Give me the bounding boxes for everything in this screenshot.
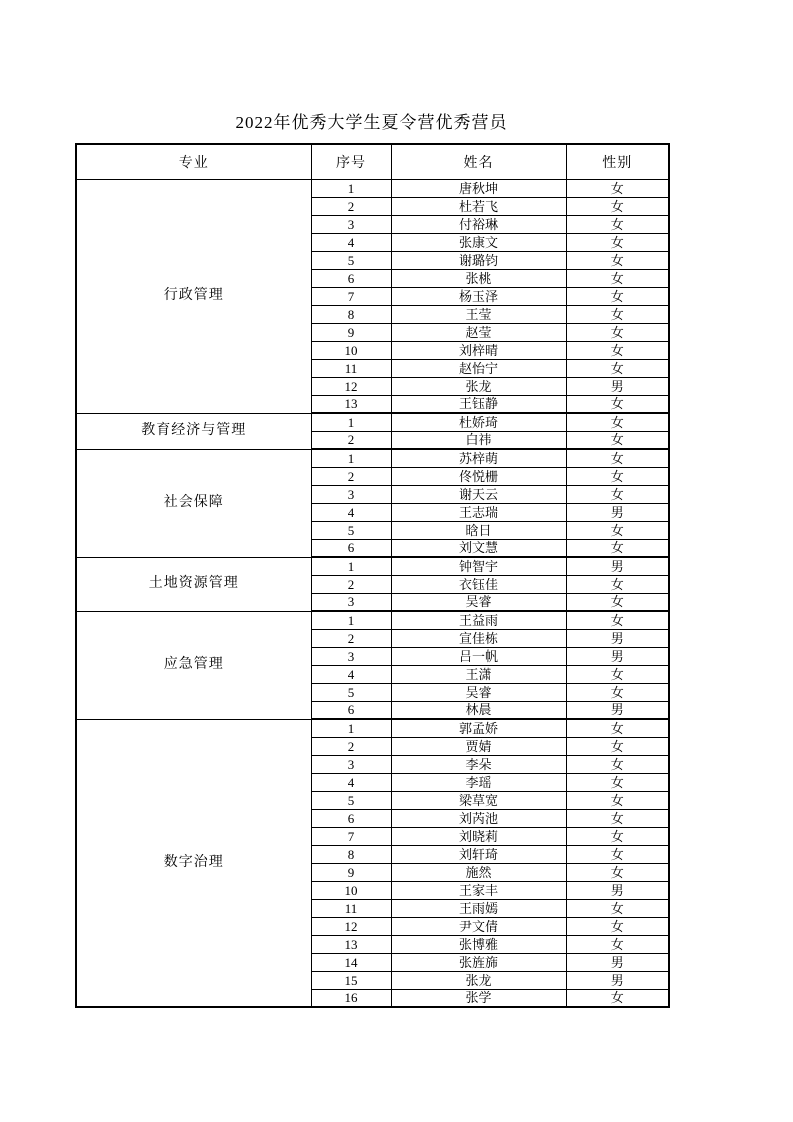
serial-cell: 2 bbox=[311, 629, 391, 647]
major-cell: 教育经济与管理 bbox=[76, 413, 311, 449]
major-cell: 社会保障 bbox=[76, 449, 311, 557]
gender-cell: 男 bbox=[566, 629, 669, 647]
name-cell: 张康文 bbox=[391, 233, 566, 251]
gender-cell: 女 bbox=[566, 737, 669, 755]
name-cell: 刘梓晴 bbox=[391, 341, 566, 359]
name-cell: 王志瑞 bbox=[391, 503, 566, 521]
gender-cell: 女 bbox=[566, 431, 669, 449]
serial-cell: 16 bbox=[311, 989, 391, 1007]
gender-cell: 女 bbox=[566, 233, 669, 251]
name-cell: 王家丰 bbox=[391, 881, 566, 899]
gender-cell: 女 bbox=[566, 863, 669, 881]
serial-cell: 1 bbox=[311, 719, 391, 737]
major-cell: 土地资源管理 bbox=[76, 557, 311, 611]
gender-cell: 女 bbox=[566, 287, 669, 305]
serial-cell: 2 bbox=[311, 197, 391, 215]
gender-cell: 女 bbox=[566, 899, 669, 917]
serial-cell: 3 bbox=[311, 755, 391, 773]
name-cell: 刘芮池 bbox=[391, 809, 566, 827]
name-cell: 张龙 bbox=[391, 377, 566, 395]
serial-cell: 2 bbox=[311, 575, 391, 593]
serial-cell: 11 bbox=[311, 899, 391, 917]
name-cell: 杜娇琦 bbox=[391, 413, 566, 431]
gender-cell: 女 bbox=[566, 575, 669, 593]
name-cell: 王雨嫣 bbox=[391, 899, 566, 917]
major-cell: 行政管理 bbox=[76, 179, 311, 413]
name-cell: 吴睿 bbox=[391, 593, 566, 611]
serial-cell: 2 bbox=[311, 737, 391, 755]
name-cell: 郭孟娇 bbox=[391, 719, 566, 737]
name-cell: 钟智宇 bbox=[391, 557, 566, 575]
gender-cell: 女 bbox=[566, 521, 669, 539]
name-cell: 晗日 bbox=[391, 521, 566, 539]
table-row bbox=[76, 179, 669, 197]
table-row bbox=[76, 719, 669, 737]
serial-cell: 6 bbox=[311, 539, 391, 557]
gender-cell: 女 bbox=[566, 809, 669, 827]
gender-cell: 男 bbox=[566, 701, 669, 719]
col-header-gender: 性别 bbox=[566, 144, 669, 179]
serial-cell: 5 bbox=[311, 251, 391, 269]
table-row bbox=[76, 449, 669, 467]
serial-cell: 4 bbox=[311, 233, 391, 251]
name-cell: 宣佳栋 bbox=[391, 629, 566, 647]
gender-cell: 女 bbox=[566, 341, 669, 359]
name-cell: 谢天云 bbox=[391, 485, 566, 503]
gender-cell: 女 bbox=[566, 791, 669, 809]
gender-cell: 女 bbox=[566, 665, 669, 683]
serial-cell: 3 bbox=[311, 215, 391, 233]
name-cell: 张旌旆 bbox=[391, 953, 566, 971]
serial-cell: 4 bbox=[311, 665, 391, 683]
serial-cell: 10 bbox=[311, 341, 391, 359]
table-row bbox=[76, 557, 669, 575]
gender-cell: 女 bbox=[566, 269, 669, 287]
name-cell: 白祎 bbox=[391, 431, 566, 449]
serial-cell: 6 bbox=[311, 269, 391, 287]
gender-cell: 女 bbox=[566, 359, 669, 377]
gender-cell: 女 bbox=[566, 197, 669, 215]
name-cell: 李朵 bbox=[391, 755, 566, 773]
name-cell: 张博雅 bbox=[391, 935, 566, 953]
major-cell: 应急管理 bbox=[76, 611, 311, 719]
gender-cell: 女 bbox=[566, 251, 669, 269]
name-cell: 付裕琳 bbox=[391, 215, 566, 233]
gender-cell: 女 bbox=[566, 467, 669, 485]
serial-cell: 1 bbox=[311, 557, 391, 575]
serial-cell: 7 bbox=[311, 287, 391, 305]
name-cell: 谢璐钧 bbox=[391, 251, 566, 269]
serial-cell: 3 bbox=[311, 485, 391, 503]
gender-cell: 女 bbox=[566, 395, 669, 413]
gender-cell: 女 bbox=[566, 719, 669, 737]
name-cell: 施然 bbox=[391, 863, 566, 881]
gender-cell: 男 bbox=[566, 503, 669, 521]
serial-cell: 5 bbox=[311, 683, 391, 701]
gender-cell: 男 bbox=[566, 557, 669, 575]
serial-cell: 4 bbox=[311, 503, 391, 521]
name-cell: 王潇 bbox=[391, 665, 566, 683]
name-cell: 王益雨 bbox=[391, 611, 566, 629]
col-header-serial: 序号 bbox=[311, 144, 391, 179]
gender-cell: 女 bbox=[566, 755, 669, 773]
serial-cell: 14 bbox=[311, 953, 391, 971]
name-cell: 吕一帆 bbox=[391, 647, 566, 665]
name-cell: 尹文倩 bbox=[391, 917, 566, 935]
serial-cell: 3 bbox=[311, 593, 391, 611]
col-header-name: 姓名 bbox=[391, 144, 566, 179]
name-cell: 刘文慧 bbox=[391, 539, 566, 557]
name-cell: 吴睿 bbox=[391, 683, 566, 701]
gender-cell: 女 bbox=[566, 323, 669, 341]
serial-cell: 2 bbox=[311, 431, 391, 449]
gender-cell: 女 bbox=[566, 683, 669, 701]
serial-cell: 3 bbox=[311, 647, 391, 665]
serial-cell: 13 bbox=[311, 395, 391, 413]
gender-cell: 女 bbox=[566, 773, 669, 791]
serial-cell: 4 bbox=[311, 773, 391, 791]
serial-cell: 6 bbox=[311, 809, 391, 827]
serial-cell: 10 bbox=[311, 881, 391, 899]
name-cell: 刘轩琦 bbox=[391, 845, 566, 863]
serial-cell: 1 bbox=[311, 413, 391, 431]
name-cell: 佟悦栅 bbox=[391, 467, 566, 485]
serial-cell: 7 bbox=[311, 827, 391, 845]
name-cell: 衣钰佳 bbox=[391, 575, 566, 593]
serial-cell: 8 bbox=[311, 845, 391, 863]
header-row bbox=[76, 144, 669, 179]
name-cell: 张学 bbox=[391, 989, 566, 1007]
serial-cell: 1 bbox=[311, 449, 391, 467]
gender-cell: 女 bbox=[566, 989, 669, 1007]
name-cell: 李瑶 bbox=[391, 773, 566, 791]
serial-cell: 11 bbox=[311, 359, 391, 377]
serial-cell: 9 bbox=[311, 323, 391, 341]
serial-cell: 6 bbox=[311, 701, 391, 719]
name-cell: 贾婧 bbox=[391, 737, 566, 755]
serial-cell: 13 bbox=[311, 935, 391, 953]
serial-cell: 5 bbox=[311, 791, 391, 809]
gender-cell: 男 bbox=[566, 881, 669, 899]
gender-cell: 女 bbox=[566, 485, 669, 503]
name-cell: 梁草宽 bbox=[391, 791, 566, 809]
gender-cell: 女 bbox=[566, 215, 669, 233]
serial-cell: 15 bbox=[311, 971, 391, 989]
gender-cell: 女 bbox=[566, 179, 669, 197]
name-cell: 赵莹 bbox=[391, 323, 566, 341]
gender-cell: 女 bbox=[566, 845, 669, 863]
gender-cell: 女 bbox=[566, 413, 669, 431]
serial-cell: 1 bbox=[311, 611, 391, 629]
table-row bbox=[76, 611, 669, 629]
serial-cell: 1 bbox=[311, 179, 391, 197]
name-cell: 杨玉泽 bbox=[391, 287, 566, 305]
gender-cell: 女 bbox=[566, 305, 669, 323]
gender-cell: 女 bbox=[566, 827, 669, 845]
gender-cell: 男 bbox=[566, 377, 669, 395]
name-cell: 王钰静 bbox=[391, 395, 566, 413]
name-cell: 赵怡宁 bbox=[391, 359, 566, 377]
col-header-major: 专业 bbox=[76, 144, 311, 179]
serial-cell: 2 bbox=[311, 467, 391, 485]
serial-cell: 8 bbox=[311, 305, 391, 323]
gender-cell: 男 bbox=[566, 971, 669, 989]
name-cell: 苏梓萌 bbox=[391, 449, 566, 467]
serial-cell: 9 bbox=[311, 863, 391, 881]
name-cell: 张桃 bbox=[391, 269, 566, 287]
name-cell: 张龙 bbox=[391, 971, 566, 989]
page-title: 2022年优秀大学生夏令营优秀营员 bbox=[235, 113, 508, 132]
name-cell: 王莹 bbox=[391, 305, 566, 323]
gender-cell: 女 bbox=[566, 611, 669, 629]
gender-cell: 女 bbox=[566, 539, 669, 557]
name-cell: 林晨 bbox=[391, 701, 566, 719]
roster-table bbox=[75, 143, 670, 1008]
serial-cell: 5 bbox=[311, 521, 391, 539]
serial-cell: 12 bbox=[311, 377, 391, 395]
gender-cell: 女 bbox=[566, 593, 669, 611]
name-cell: 唐秋坤 bbox=[391, 179, 566, 197]
gender-cell: 女 bbox=[566, 917, 669, 935]
gender-cell: 女 bbox=[566, 449, 669, 467]
major-cell: 数字治理 bbox=[76, 719, 311, 1007]
name-cell: 杜若飞 bbox=[391, 197, 566, 215]
serial-cell: 12 bbox=[311, 917, 391, 935]
name-cell: 刘晓莉 bbox=[391, 827, 566, 845]
gender-cell: 女 bbox=[566, 935, 669, 953]
table-row bbox=[76, 413, 669, 431]
gender-cell: 男 bbox=[566, 647, 669, 665]
gender-cell: 男 bbox=[566, 953, 669, 971]
